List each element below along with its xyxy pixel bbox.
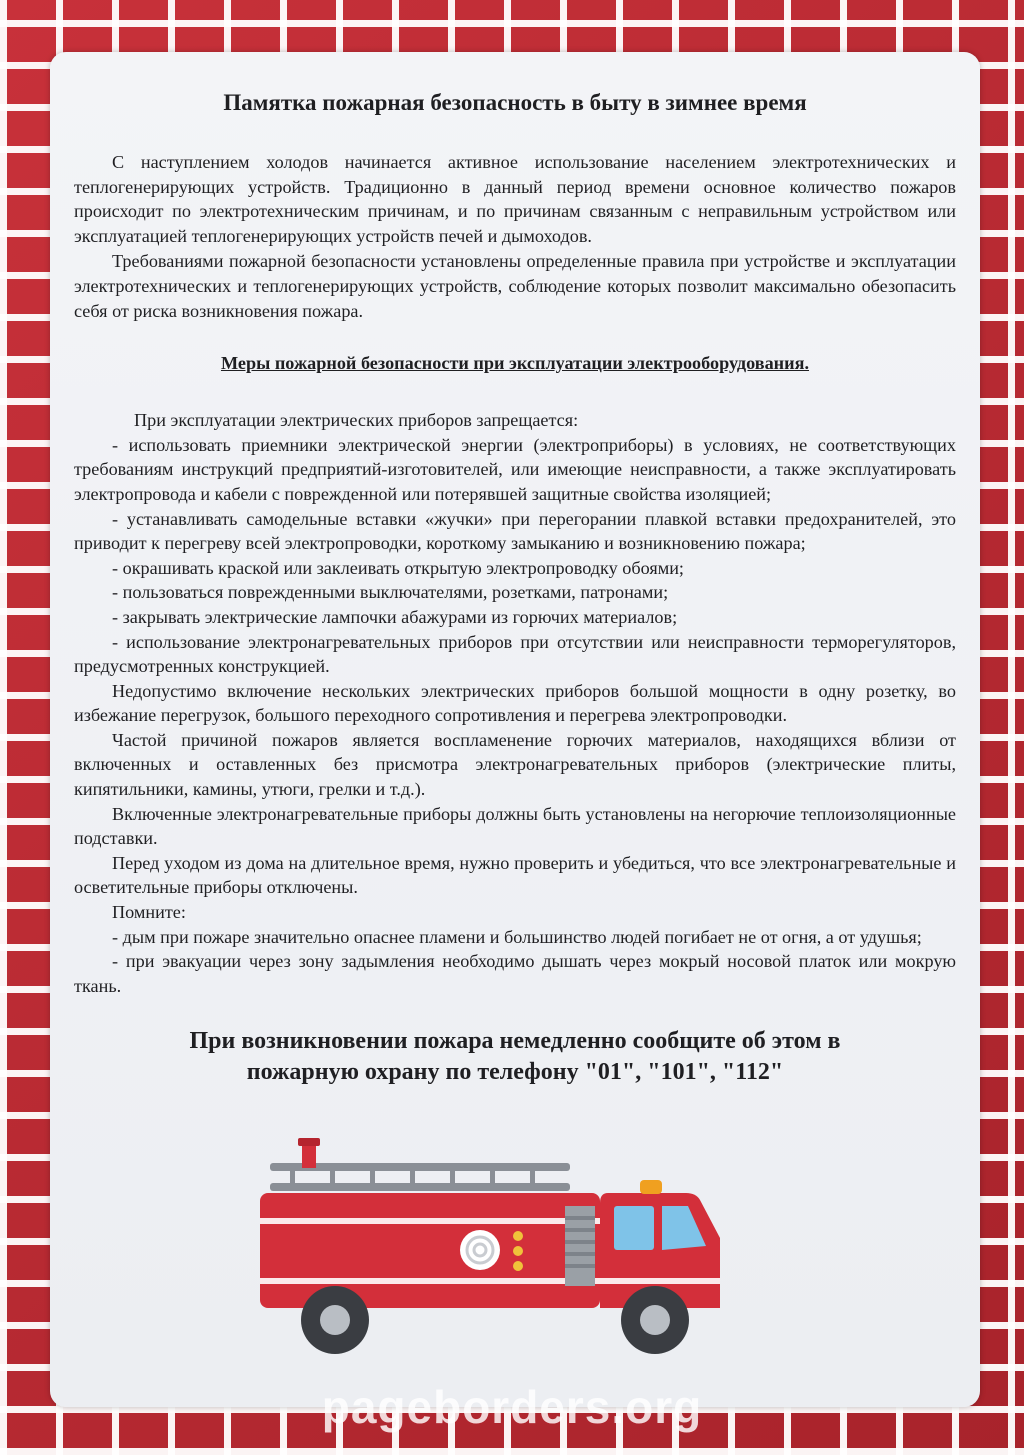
emergency-line-2: пожарную охрану по телефону "01", "101", "112" (246, 1059, 784, 1086)
rule-item: - пользоваться поврежденными выключателями, розетками, патронами; (112, 582, 669, 603)
page-title: Памятка пожарная безопасность в быту в зимнее время (223, 90, 807, 115)
ladder-icon (270, 1138, 570, 1191)
rule-item: - использовать приемники электрической энергии (электроприборы) в условиях, не соответствующих требованиям инструкций предприятий-изготовителей, или имеющие неисправности, а также эксплуатировать электропровода и кабели с поврежденной или потерявшей защитные свойства изоляцией; (74, 434, 956, 504)
rules-lead: При эксплуатации электрических приборов запрещается: (134, 410, 579, 431)
intro-section (74, 150, 956, 323)
section-heading: Меры пожарной безопасности при эксплуатации электрооборудования. (220, 353, 810, 374)
rule-item: - использование электронагревательных приборов при отсутствии или неисправности терморегуляторов, предусмотренных конструкцией. (74, 631, 956, 677)
intro-paragraph: С наступлением холодов начинается активное использование населением электротехнических и теплогенерирующих устройств. Традиционно в данный период времени основное количество пожаров происходит по электротехническим причинам, и по причинам связанным с неправильным устройством или эксплуатацией теплогенерирующих устройств печей и дымоходов. (74, 152, 956, 246)
remember-label: Помните: (112, 902, 186, 923)
truck-body (260, 1193, 600, 1308)
rule-paragraph: Перед уходом из дома на длительное время, нужно проверить и убедиться, что все электронагревательные и осветительные приборы отключены. (74, 852, 956, 898)
fire-truck-illustration (210, 1128, 720, 1360)
rules-section (74, 408, 956, 998)
watermark-text: pageborders.org (321, 1381, 703, 1433)
rule-item: - окрашивать краской или заклеивать открытую электропроводку обоями; (112, 557, 684, 578)
intro-paragraph: Требованиями пожарной безопасности установлены определенные правила при устройстве и эксплуатации электротехнических и теплогенерирующих устройств, соблюдение которых позволит максимально обезопасить себя от риска возникновения пожара. (74, 251, 956, 321)
hose-reel-icon (460, 1230, 523, 1271)
rule-item: - устанавливать самодельные вставки «жучки» при перегорании плавкой вставки предохранителей, это приводит к перегреву всей электропроводки, короткому замыканию и возникновению пожара; (74, 508, 956, 554)
emergency-line-1: При возникновении пожара немедленно сообщите об этом в (189, 1028, 841, 1055)
wheel-icon (621, 1286, 689, 1354)
rule-paragraph: Включенные электронагревательные приборы должны быть установлены на негорючие теплоизоляционные подставки. (74, 803, 956, 849)
rule-paragraph: Частой причиной пожаров является воспламенение горючих материалов, находящихся вблизи от включенных и оставленных без присмотра электронагревательных приборов (электрические плиты, кипятильники, камины, утюги, грелки и т.д.). (74, 729, 956, 800)
rule-item: - закрывать электрические лампочки абажурами из горючих материалов; (112, 606, 678, 627)
emergency-call-notice (74, 1026, 956, 1088)
siren-light-icon (640, 1180, 662, 1194)
cab-window (614, 1206, 654, 1250)
wheel-icon (301, 1286, 369, 1354)
remember-item: - дым при пожаре значительно опаснее пламени и большинство людей погибает не от огня, а от удушья; (112, 926, 922, 947)
rule-paragraph: Недопустимо включение нескольких электрических приборов большой мощности в одну розетку, во избежание перегрузок, большого переходного сопротивления и перегрева электропроводки. (74, 680, 956, 726)
remember-item: - при эвакуации через зону задымления необходимо дышать через мокрый носовой платок или мокрую ткань. (74, 951, 956, 996)
